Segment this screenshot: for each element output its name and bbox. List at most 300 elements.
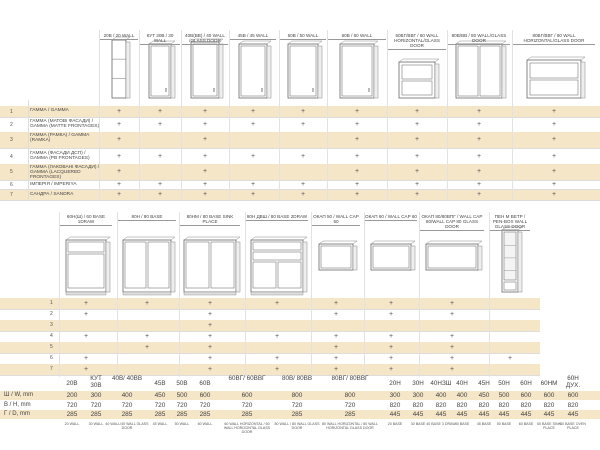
- cabinet-body: [191, 42, 219, 98]
- cabinet-edge: [527, 57, 531, 60]
- column-header: ОКАП 80/80ВПГ / WALL CAP 80/WALL CAP 80 GLASS DOOR: [421, 214, 483, 229]
- dim-column-header: 45Н: [478, 380, 490, 387]
- mark-plus: +: [552, 180, 557, 188]
- dim-value: 445: [412, 411, 424, 418]
- row-number: 3: [50, 322, 53, 328]
- mark-plus: +: [208, 333, 213, 340]
- dim-value: 820: [567, 402, 579, 409]
- column-line: [364, 212, 365, 377]
- column-line: [59, 212, 60, 377]
- mark-plus: +: [450, 300, 455, 307]
- dim-value: 720: [241, 402, 253, 409]
- mark-plus: +: [203, 107, 208, 115]
- dim-column-header: 60Н ДУХ.: [565, 375, 581, 389]
- mark-plus: +: [552, 121, 557, 128]
- mark-plus: +: [203, 136, 208, 143]
- mark-plus: +: [552, 107, 557, 115]
- dim-value: 445: [478, 411, 490, 418]
- dim-value: 300: [90, 392, 102, 399]
- mark-plus: +: [415, 136, 420, 143]
- cabinet-side: [303, 242, 307, 292]
- cabinet-body: [456, 44, 502, 98]
- mark-plus: +: [203, 191, 208, 198]
- dim-footer-label: 80 WALL / 80 WALL GLASS DOOR: [274, 422, 320, 430]
- mark-plus: +: [355, 121, 360, 128]
- dim-row-label: В / H, mm: [4, 402, 31, 408]
- mark-plus: +: [203, 180, 208, 188]
- mark-plus: +: [389, 344, 394, 351]
- column-line: [327, 30, 328, 200]
- dim-footer-label: 30 WALL: [88, 422, 104, 426]
- dim-column-header: 60Н: [520, 380, 532, 387]
- mark-plus: +: [301, 107, 306, 115]
- row-name: ГАММА (РАМКА) / GAMMA (RAMKA): [30, 133, 90, 144]
- mark-plus: +: [415, 180, 420, 188]
- column-header: 80В/ВВ / 80 WALL/GLASS DOOR: [448, 33, 510, 45]
- cabinet-edge: [267, 41, 271, 44]
- mark-plus: +: [415, 107, 420, 115]
- mark-plus: +: [477, 168, 482, 175]
- row-divider: [0, 375, 540, 376]
- mark-plus: +: [477, 180, 482, 188]
- mark-plus: +: [275, 333, 280, 340]
- cabinet-edge: [123, 237, 127, 240]
- dim-value: 445: [498, 411, 510, 418]
- plinth: [123, 292, 171, 295]
- dim-value: 800: [291, 392, 303, 399]
- dim-column-header: 80В/ 80ВВ: [281, 375, 313, 382]
- row-number: 1: [50, 300, 53, 306]
- mark-plus: +: [389, 311, 394, 318]
- mark-plus: +: [117, 136, 122, 143]
- cabinet-edge: [353, 241, 357, 244]
- cabinet-edge: [319, 241, 323, 244]
- cabinet-edge: [303, 237, 307, 240]
- dim-value: 200: [66, 392, 78, 399]
- mark-plus: +: [84, 355, 89, 362]
- dim-footer-label: 50 WALL: [174, 422, 190, 426]
- column-header: 60Н(Ш) / 60 BASE 1DRAW: [60, 214, 112, 226]
- mark-plus: +: [203, 121, 208, 128]
- dim-value: 285: [90, 411, 102, 418]
- column-header: 80НМ / 80 BASE SINK PLACE: [180, 214, 240, 226]
- dim-value: 445: [520, 411, 532, 418]
- column-line: [229, 30, 230, 200]
- dim-column-header: 60ВГ/ 60ВВГ: [228, 375, 266, 382]
- cabinet-edge: [435, 59, 439, 62]
- mark-plus: +: [334, 300, 339, 307]
- row-divider: [0, 148, 600, 149]
- column-header: ПЕН М ВЕТР / PEN-BOX WALL GLASS DOOR: [490, 214, 530, 231]
- mark-plus: +: [477, 121, 482, 128]
- dim-value: 720: [121, 402, 133, 409]
- mark-plus: +: [145, 333, 150, 340]
- row-number: 1: [10, 108, 13, 115]
- dim-value: 720: [199, 402, 211, 409]
- dim-column-header: 45В: [154, 380, 166, 387]
- column-header: 60В / 60 WALL: [328, 33, 386, 40]
- mark-plus: +: [301, 121, 306, 128]
- column-line: [279, 30, 280, 200]
- dim-footer-label: 30 BASE: [410, 422, 426, 426]
- dim-column-header: 20Н: [389, 380, 401, 387]
- dim-footer-label: 45 WALL: [152, 422, 168, 426]
- row-number: 7: [10, 192, 13, 198]
- cabinet-edge: [171, 237, 175, 240]
- dim-value: 600: [241, 392, 253, 399]
- cabinet-edge: [106, 237, 110, 240]
- cabinet-body: [66, 240, 106, 292]
- mark-plus: +: [334, 366, 339, 373]
- dim-footer-label: 60 WALL: [197, 422, 213, 426]
- row-number: 2: [10, 122, 13, 128]
- column-header: 20В / 20 WALL: [100, 33, 138, 40]
- dim-value: 445: [389, 411, 401, 418]
- row-band: [0, 298, 540, 309]
- cabinet-side: [435, 64, 439, 98]
- dim-value: 285: [241, 411, 253, 418]
- dim-column-header: 40Н: [456, 380, 468, 387]
- row-number: 5: [50, 344, 53, 350]
- dim-column-header: 60НМ: [540, 380, 558, 387]
- column-line: [512, 30, 513, 200]
- dim-value: 720: [291, 402, 303, 409]
- section-line: [28, 100, 29, 200]
- mark-plus: +: [450, 366, 455, 373]
- mark-plus: +: [208, 322, 213, 329]
- cabinet-edge: [426, 241, 430, 244]
- mark-plus: +: [203, 153, 208, 160]
- row-name: ГАММА / GAMMA: [30, 108, 69, 113]
- row-name: САНДРА / SANDRA: [30, 192, 74, 197]
- mark-plus: +: [203, 168, 208, 175]
- row-number: 5: [10, 169, 13, 175]
- cabinet-edge: [374, 41, 378, 44]
- dim-column-header: 50Н: [498, 380, 510, 387]
- row-number: 6: [50, 355, 53, 361]
- mark-plus: +: [208, 311, 213, 318]
- mark-plus: +: [117, 121, 122, 128]
- dim-value: 400: [456, 392, 468, 399]
- mark-plus: +: [415, 191, 420, 198]
- mark-plus: +: [450, 344, 455, 351]
- row-number: 4: [10, 154, 13, 160]
- mark-plus: +: [84, 333, 89, 340]
- dim-value: 820: [478, 402, 490, 409]
- mark-plus: +: [84, 311, 89, 318]
- mark-plus: +: [117, 168, 122, 175]
- mark-plus: +: [389, 300, 394, 307]
- cabinet-side: [236, 242, 240, 292]
- mark-plus: +: [158, 153, 163, 160]
- column-line: [117, 212, 118, 377]
- column-header: 60ВГ/ВВГ / 60 WALL HORIZONTAL/GLASS DOOR: [388, 33, 446, 50]
- dim-value: 285: [121, 411, 133, 418]
- cabinet-body: [527, 60, 581, 98]
- column-header: ОКАП 50 / WALL CAP 50: [313, 214, 359, 224]
- dim-value: 820: [543, 402, 555, 409]
- cabinet-edge: [340, 41, 344, 44]
- mark-plus: +: [158, 121, 163, 128]
- mark-plus: +: [477, 107, 482, 115]
- cabinet-body: [288, 44, 318, 98]
- cabinet-edge: [399, 59, 403, 62]
- mark-plus: +: [208, 366, 213, 373]
- mark-plus: +: [251, 153, 256, 160]
- cabinet-body: [371, 244, 411, 270]
- cabinet-body: [184, 240, 236, 292]
- plinth: [184, 292, 236, 295]
- dim-value: 820: [520, 402, 532, 409]
- row-band: [0, 364, 540, 375]
- mark-plus: +: [355, 168, 360, 175]
- cabinet-side: [502, 46, 506, 98]
- cabinet-body: [149, 44, 171, 98]
- dim-value: 300: [389, 392, 401, 399]
- mark-plus: +: [552, 136, 557, 143]
- column-line: [447, 30, 448, 200]
- dim-column-header: 40НЗШ: [430, 380, 452, 387]
- cabinet-edge: [251, 237, 255, 240]
- plinth: [66, 292, 106, 295]
- dim-value: 450: [154, 392, 166, 399]
- dim-column-header: 50В: [176, 380, 188, 387]
- cabinet-edge: [236, 237, 240, 240]
- dim-value: 720: [66, 402, 78, 409]
- column-line: [419, 212, 420, 377]
- dim-value: 400: [121, 392, 133, 399]
- dim-value: 445: [435, 411, 447, 418]
- mark-plus: +: [552, 191, 557, 198]
- dim-footer-label: 20 BASE: [387, 422, 403, 426]
- dim-row-label: Ш / W, mm: [4, 392, 34, 398]
- cabinet-edge: [239, 41, 243, 44]
- mark-plus: +: [355, 153, 360, 160]
- dim-value: 600: [199, 392, 211, 399]
- dim-footer-label: 80 WALL HORIZONTAL / 80 WALL HORIZONTAL GLASS DOOR: [322, 422, 378, 430]
- cabinet-body: [251, 240, 303, 292]
- mark-plus: +: [450, 311, 455, 318]
- cabinet-edge: [288, 41, 292, 44]
- mark-plus: +: [275, 300, 280, 307]
- dim-footer-label: 40 BASE: [454, 422, 470, 426]
- cabinet-edge: [371, 241, 375, 244]
- cabinet-side: [374, 46, 378, 98]
- mark-plus: +: [508, 355, 513, 362]
- row-number: 7: [50, 366, 53, 372]
- mark-plus: +: [355, 136, 360, 143]
- dim-value: 285: [291, 411, 303, 418]
- mark-plus: +: [158, 180, 163, 188]
- dim-footer-label: 60 BASE: [518, 422, 534, 426]
- column-line: [181, 30, 182, 200]
- column-header: ОКАП 60 / WALL CAP 60: [365, 214, 417, 219]
- cabinet-side: [411, 246, 415, 270]
- column-header: 50В / 50 WALL: [280, 33, 326, 40]
- dim-value: 820: [435, 402, 447, 409]
- mark-plus: +: [355, 191, 360, 198]
- plinth: [251, 292, 303, 295]
- cabinet-edge: [411, 241, 415, 244]
- mark-plus: +: [477, 153, 482, 160]
- row-name: ІМПЕРІЯ / IMPERIYA: [30, 182, 77, 187]
- cabinet-side: [318, 46, 322, 98]
- mark-plus: +: [251, 191, 256, 198]
- mark-plus: +: [145, 344, 150, 351]
- cabinet-edge: [66, 237, 70, 240]
- row-divider: [0, 353, 540, 354]
- dim-footer-label: 40 WALL/40 WALL GLASS DOOR: [105, 422, 149, 430]
- glass-door: [504, 232, 516, 280]
- mark-plus: +: [415, 153, 420, 160]
- dim-column-header: 30Н: [412, 380, 424, 387]
- mark-plus: +: [117, 107, 122, 115]
- dim-value: 445: [567, 411, 579, 418]
- mark-plus: +: [389, 366, 394, 373]
- row-name: ГАММА (МАТОВІ ФАСАДИ) / GAMMA (MATTE FRONTAGES): [30, 119, 100, 130]
- mark-plus: +: [301, 153, 306, 160]
- dim-footer-label: 45 BASE: [476, 422, 492, 426]
- dim-value: 600: [567, 392, 579, 399]
- dim-value: 285: [199, 411, 211, 418]
- row-number: 6: [10, 181, 13, 188]
- mark-plus: +: [301, 180, 306, 188]
- dim-value: 820: [389, 402, 401, 409]
- mark-plus: +: [450, 333, 455, 340]
- row-divider: [0, 200, 600, 201]
- cabinet-side: [353, 246, 357, 270]
- mark-plus: +: [415, 168, 420, 175]
- mark-plus: +: [84, 300, 89, 307]
- row-divider: [0, 331, 540, 332]
- dim-row-label: Г / D, mm: [4, 411, 30, 417]
- cabinet-edge: [184, 237, 188, 240]
- dim-value: 300: [412, 392, 424, 399]
- cabinet-body: [239, 44, 267, 98]
- dim-value: 720: [90, 402, 102, 409]
- mark-plus: +: [275, 355, 280, 362]
- dim-column-header: 40В/ 40ВВ: [111, 375, 143, 382]
- dim-value: 820: [498, 402, 510, 409]
- row-band: [0, 342, 540, 353]
- row-band: [0, 320, 540, 331]
- column-line: [489, 212, 490, 377]
- row-divider: [0, 309, 540, 310]
- dim-value: 720: [176, 402, 188, 409]
- mark-plus: +: [145, 300, 150, 307]
- row-number: 2: [50, 311, 53, 317]
- dim-column-header: 60В: [199, 380, 211, 387]
- mark-plus: +: [552, 168, 557, 175]
- dim-value: 720: [344, 402, 356, 409]
- mark-plus: +: [158, 191, 163, 198]
- cabinet-side: [518, 232, 522, 292]
- cabinet-side: [581, 62, 585, 98]
- mark-plus: +: [355, 107, 360, 115]
- mark-plus: +: [208, 344, 213, 351]
- mark-plus: +: [334, 355, 339, 362]
- cabinet-side: [171, 242, 175, 292]
- cabinet-side: [478, 246, 482, 270]
- dim-value: 600: [543, 392, 555, 399]
- dim-value: 285: [344, 411, 356, 418]
- cabinet-side: [126, 42, 130, 98]
- dim-value: 500: [498, 392, 510, 399]
- mark-plus: +: [117, 180, 122, 188]
- column-header: 40В(ВВ) / 40 WALL /GLASS DOOR: [182, 33, 228, 45]
- dim-value: 285: [66, 411, 78, 418]
- column-header: 45В / 45 WALL: [230, 33, 276, 40]
- mark-plus: +: [389, 355, 394, 362]
- cabinet-edge: [581, 57, 585, 60]
- dim-value: 600: [520, 392, 532, 399]
- cabinet-body: [112, 40, 126, 98]
- mark-plus: +: [552, 153, 557, 160]
- row-divider: [0, 117, 600, 118]
- dim-footer-label: 20 WALL: [64, 422, 80, 426]
- cabinet-side: [219, 44, 223, 98]
- mark-plus: +: [355, 180, 360, 188]
- column-header: 80Н / 80 BASE: [118, 214, 176, 221]
- column-header: 80ВГ/ВВГ / 80 WALL HORIZONTAL/GLASS DOOR: [513, 33, 595, 45]
- mark-plus: +: [415, 121, 420, 128]
- dim-value: 450: [478, 392, 490, 399]
- dim-value: 500: [176, 392, 188, 399]
- cabinet-side: [171, 46, 175, 98]
- row-name: ГАММА (ЛАКОВАНІ ФАСАДИ) / GAMMA (LACQUERED FRONTAGES): [30, 165, 100, 181]
- mark-plus: +: [477, 136, 482, 143]
- mark-plus: +: [208, 300, 213, 307]
- mark-plus: +: [450, 355, 455, 362]
- column-line: [311, 212, 312, 377]
- column-line: [179, 212, 180, 377]
- dim-column-header: 20В: [66, 380, 78, 387]
- column-line: [139, 30, 140, 200]
- mark-plus: +: [158, 107, 163, 115]
- dim-footer-label: 40 BASE 3 DRAW: [426, 422, 456, 426]
- row-number: 3: [10, 137, 13, 143]
- mark-plus: +: [334, 311, 339, 318]
- dim-value: 285: [176, 411, 188, 418]
- cabinet-edge: [478, 241, 482, 244]
- column-line: [245, 212, 246, 377]
- mark-plus: +: [251, 107, 256, 115]
- mark-plus: +: [275, 366, 280, 373]
- dim-column-header: КУТ 30В: [90, 375, 102, 389]
- column-header: КУТ 30В / 30 WALL: [140, 33, 180, 45]
- mark-plus: +: [251, 180, 256, 188]
- cabinet-edge: [318, 41, 322, 44]
- mark-plus: +: [117, 153, 122, 160]
- cabinet-body: [399, 62, 435, 98]
- cabinet-body: [319, 244, 353, 270]
- mark-plus: +: [301, 191, 306, 198]
- mark-plus: +: [117, 191, 122, 198]
- dim-column-header: 80ВГ/ 80ВВГ: [331, 375, 369, 382]
- mark-plus: +: [334, 344, 339, 351]
- cabinet-body: [123, 240, 171, 292]
- cabinet-side: [106, 242, 110, 292]
- mark-plus: +: [477, 191, 482, 198]
- dim-value: 445: [456, 411, 468, 418]
- dim-footer-label: 60 WALL HORIZONTAL / 60 WALL HORIZONTAL GLASS DOOR: [223, 422, 271, 434]
- row-name: ГАММА (ФАСАДИ ДСП) / GAMMA (PB FRONTAGES): [30, 151, 90, 162]
- cabinet-side: [267, 46, 271, 98]
- dim-footer-label: 50 BASE: [496, 422, 512, 426]
- mark-plus: +: [334, 333, 339, 340]
- dim-value: 800: [344, 392, 356, 399]
- mark-plus: +: [208, 355, 213, 362]
